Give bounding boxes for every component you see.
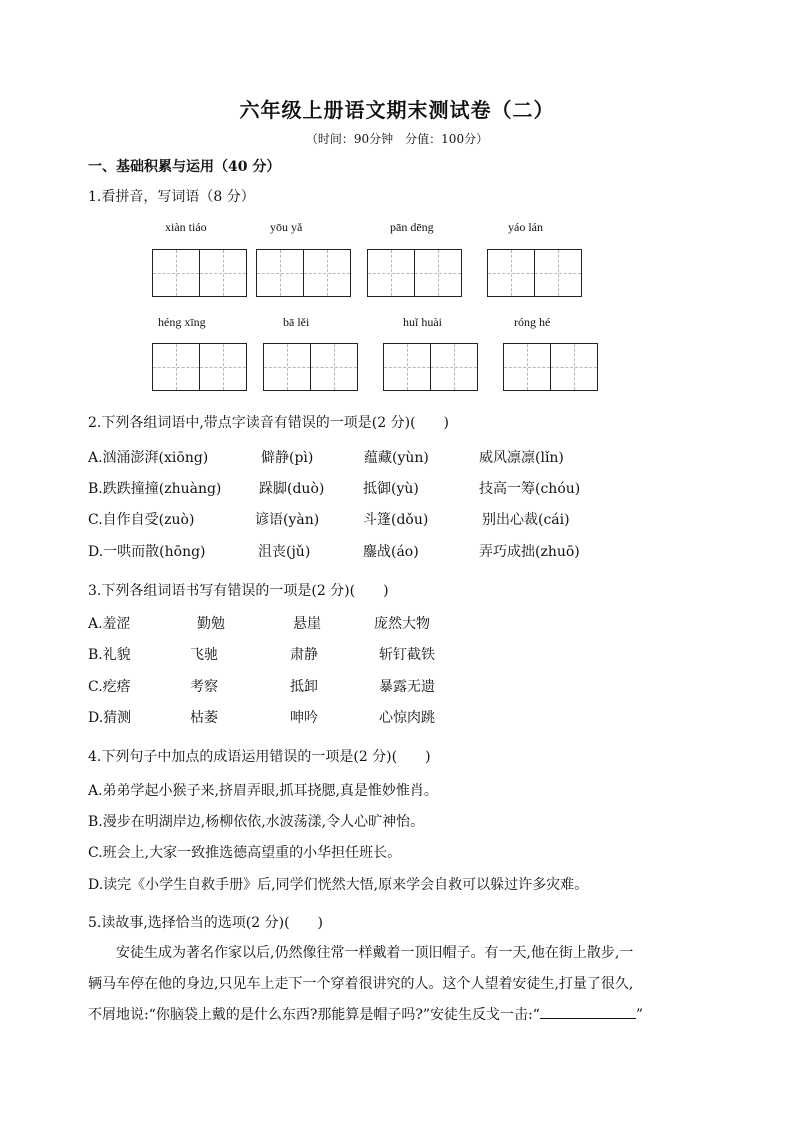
pinyin: pān dēng — [390, 220, 434, 234]
option-item: 跺脚(duò) — [259, 481, 325, 497]
writing-grid[interactable] — [256, 249, 351, 297]
option-item: 僻静(pì) — [261, 450, 314, 466]
option-item: 枯萎 — [190, 710, 218, 726]
question-4-stem: 4.下列句子中加点的成语运用错误的一项是(2 分)( ) — [88, 749, 431, 765]
option-b[interactable]: B.礼貌 — [88, 647, 131, 663]
story-paragraph-line: 安徒生成为著名作家以后,仍然像往常一样戴着一顶旧帽子。有一天,他在街上散步,一 — [116, 945, 634, 961]
pinyin: xiàn tiáo — [165, 220, 207, 234]
option-item: 斩钉截铁 — [379, 647, 435, 663]
question-3-stem: 3.下列各组词语书写有错误的一项是(2 分)( ) — [88, 583, 389, 599]
option-d[interactable]: D.猜测 — [88, 710, 132, 726]
story-paragraph-line: 辆马车停在他的身边,只见车上走下一个穿着很讲究的人。这个人望着安徒生,打量了很久, — [88, 976, 634, 992]
story-paragraph-line — [88, 1000, 643, 1031]
option-item: 勤勉 — [197, 616, 225, 632]
option-a[interactable]: A.汹涌澎湃(xiōng) — [88, 450, 209, 466]
writing-grid[interactable] — [152, 343, 247, 391]
writing-grid[interactable] — [263, 343, 358, 391]
option-item: 沮丧(jǔ) — [258, 544, 311, 560]
question-2-stem: 2.下列各组词语中,带点字读音有错误的一项是(2 分)( ) — [88, 415, 450, 431]
pinyin: róng hé — [514, 315, 551, 329]
option-item: 庞然大物 — [374, 616, 430, 632]
pinyin: huǐ huài — [403, 315, 442, 329]
option-d[interactable]: D.读完《小学生自救手册》后,同学们恍然大悟,原来学会自救可以躲过许多灾难。 — [88, 877, 589, 893]
answer-blank[interactable] — [540, 1006, 636, 1019]
writing-grid[interactable] — [152, 249, 247, 297]
option-item: 技高一筹(chóu) — [479, 481, 581, 497]
option-c[interactable]: C.班会上,大家一致推选德高望重的小华担任班长。 — [88, 845, 402, 861]
option-item: 弄巧成拙(zhuō) — [479, 544, 580, 560]
story-text: 不屑地说:“你脑袋上戴的是什么东西?那能算是帽子吗?”安徒生反戈一击:“ — [88, 1007, 540, 1023]
question-5-stem: 5.读故事,选择恰当的选项(2 分)( ) — [88, 915, 324, 931]
section-heading: 一、基础积累与运用（40 分） — [88, 159, 281, 175]
option-c[interactable]: C.自作自受(zuò) — [88, 512, 195, 528]
option-item: 暴露无遗 — [379, 679, 435, 695]
option-a[interactable]: A.羞涩 — [88, 616, 131, 632]
option-d[interactable]: D.一哄而散(hōng) — [88, 544, 206, 560]
writing-grid[interactable] — [487, 249, 582, 297]
option-c[interactable]: C.疙瘩 — [88, 679, 131, 695]
option-item: 鏖战(áo) — [363, 544, 419, 560]
option-item: 威风凛凛(lǐn) — [479, 450, 564, 466]
pinyin: héng xīng — [158, 315, 206, 329]
option-item: 抵御(yù) — [363, 481, 419, 497]
option-b[interactable]: B.跌跌撞撞(zhuàng) — [88, 481, 222, 497]
closing-quote: ” — [635, 1007, 644, 1023]
option-item: 蕴藏(yùn) — [364, 450, 429, 466]
pinyin: bā lěi — [283, 315, 310, 329]
option-b[interactable]: B.漫步在明湖岸边,杨柳依依,水波荡漾,令人心旷神怡。 — [88, 814, 425, 830]
writing-grid[interactable] — [503, 343, 598, 391]
option-item: 呻吟 — [290, 710, 318, 726]
option-a[interactable]: A.弟弟学起小猴子来,挤眉弄眼,抓耳挠腮,真是惟妙惟肖。 — [88, 783, 438, 799]
option-item: 斗篷(dǒu) — [363, 512, 429, 528]
exam-info: （时间：90分钟 分值：100分） — [305, 132, 489, 146]
option-item: 悬崖 — [293, 616, 321, 632]
option-item: 抵卸 — [290, 679, 318, 695]
option-item: 心惊肉跳 — [379, 710, 435, 726]
writing-grid[interactable] — [383, 343, 478, 391]
page-title: 六年级上册语文期末测试卷（二） — [239, 98, 555, 122]
option-item: 飞驰 — [190, 647, 218, 663]
question-1-stem: 1.看拼音，写词语（8 分） — [88, 189, 255, 205]
pinyin: yáo lán — [508, 220, 543, 234]
option-item: 考察 — [190, 679, 218, 695]
option-item: 肃静 — [290, 647, 318, 663]
option-item: 谚语(yàn) — [255, 512, 320, 528]
pinyin: yōu yǎ — [270, 220, 303, 234]
writing-grid[interactable] — [367, 249, 462, 297]
option-item: 别出心裁(cái) — [482, 512, 570, 528]
